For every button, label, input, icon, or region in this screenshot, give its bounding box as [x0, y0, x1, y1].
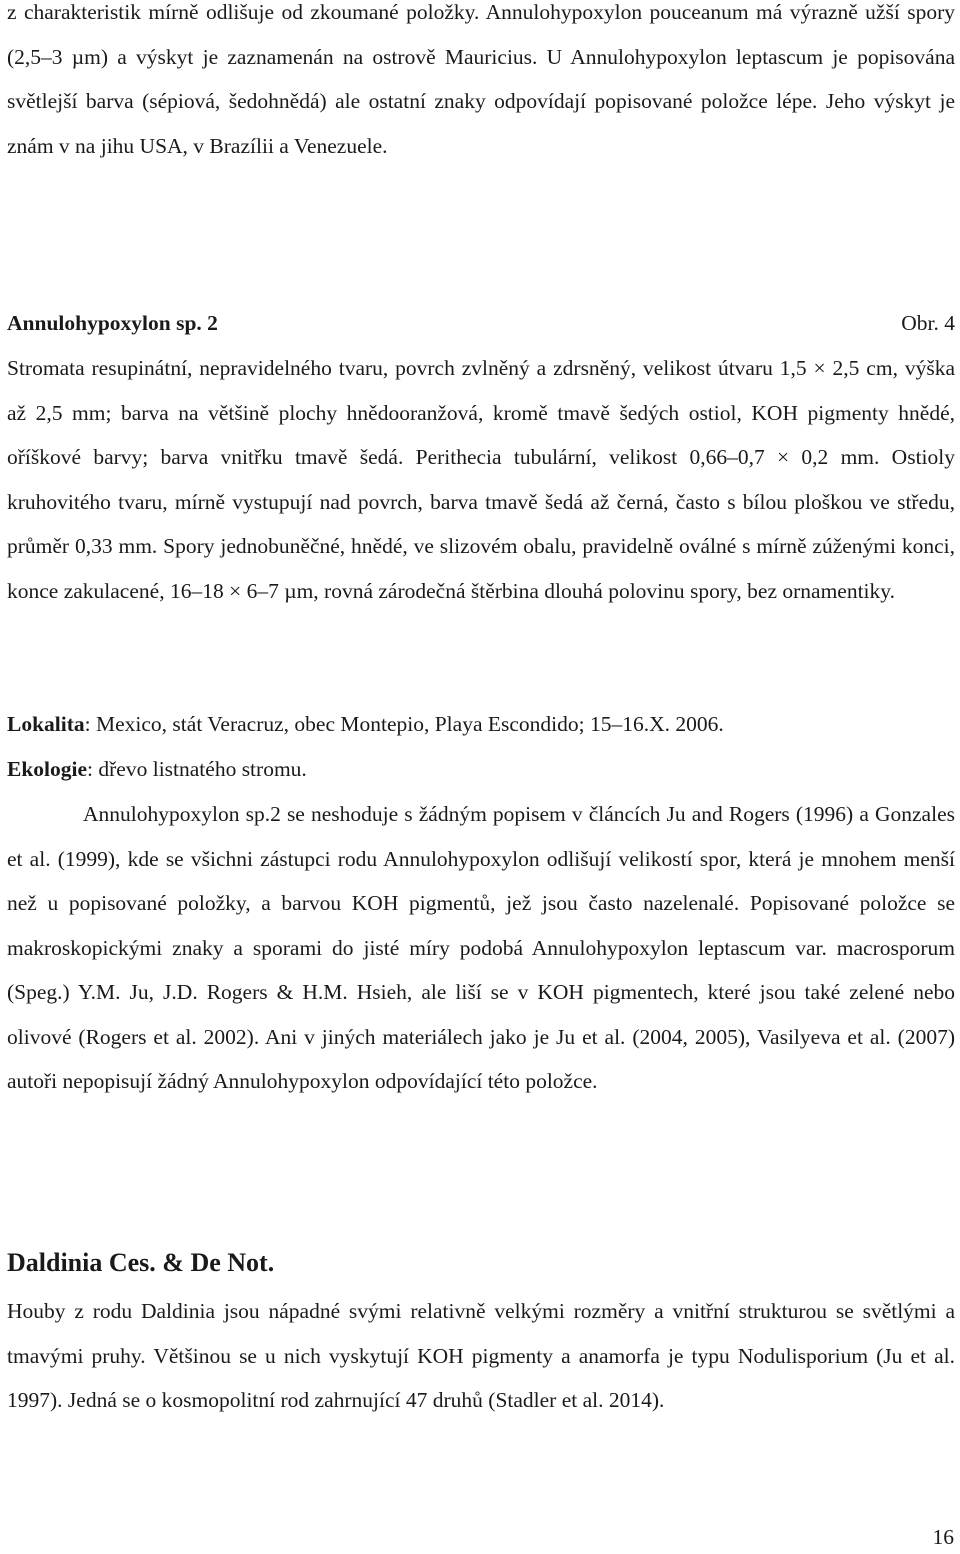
ecology-label: Ekologie: [7, 757, 88, 781]
figure-reference: Obr. 4: [901, 311, 955, 335]
ecology-line: [7, 747, 955, 792]
ecology-text: : dřevo listnatého stromu.: [87, 757, 307, 781]
daldinia-paragraph: Houby z rodu Daldinia jsou nápadné svými relativně velkými rozměry a vnitřní strukturou se světlými a tmavými pruhy. Většinou se u nich vyskytují KOH pigmenty a anamorfa je typu Nodulisporium (Ju et al. 1997). Jedná se o kosmopolitní rod zahrnující 47 druhů (Stadler et al. 2014).: [7, 1299, 955, 1412]
locality-label: Lokalita: [7, 712, 85, 736]
species-description: Stromata resupinátní, nepravidelného tvaru, povrch zvlněný a zdrsněný, velikost útvaru 1,5 × 2,5 cm, výška až 2,5 mm; barva na většině plochy hnědooranžová, kromě tmavě šedých ostiol, KOH pigmenty hnědé, oříškové barvy; barva vnitřku tmavě šedá. Perithecia tubulární, velikost 0,66–0,7 × 0,2 mm. Ostioly kruhovitého tvaru, mírně vystupují nad povrch, barva tmavě šedá až černá, často s bílou ploškou ve středu, průměr 0,33 mm. Spory jednobuněčné, hnědé, ve slizovém obalu, pravidelně oválné s mírně zúženými konci, konce zakulacené, 16–18 × 6–7 µm, rovná zárodečná štěrbina dlouhá polovinu spory, bez ornamentiky.: [7, 356, 955, 603]
species-heading-line: [7, 301, 955, 346]
page-number: 16: [932, 1525, 954, 1549]
species-heading: Annulohypoxylon sp. 2: [7, 311, 218, 335]
intro-paragraph: z charakteristik mírně odlišuje od zkoumané položky. Annulohypoxylon pouceanum má výrazně užší spory (2,5–3 µm) a výskyt je zaznamenán na ostrově Mauricius. U Annulohypoxylon leptascum je popisována světlejší barva (sépiová, šedohnědá) ale ostatní znaky odpovídají popisované položce lépe. Jeho výskyt je znám v na jihu USA, v Brazílii a Venezuele.: [7, 0, 955, 158]
genus-heading: Daldinia Ces. & De Not.: [7, 1248, 275, 1277]
locality-text: : Mexico, stát Veracruz, obec Montepio, Playa Escondido; 15–16.X. 2006.: [84, 712, 724, 736]
locality-line: [7, 702, 955, 747]
comparison-paragraph: Annulohypoxylon sp.2 se neshoduje s žádným popisem v článcích Ju and Rogers (1996) a Gonzales et al. (1999), kde se všichni zástupci rodu Annulohypoxylon odlišují velikostí spor, která je mnohem menší než u popisované položky, a barvou KOH pigmentů, jež jsou často nazelenalé. Popisované položce se makroskopickými znaky a sporami do jisté míry podobá Annulohypoxylon leptascum var. macrosporum (Speg.) Y.M. Ju, J.D. Rogers & H.M. Hsieh, ale liší se v KOH pigmentech, které jsou také zelené nebo olivové (Rogers et al. 2002). Ani v jiných materiálech jako je Ju et al. (2004, 2005), Vasilyeva et al. (2007) autoři nepopisují žádný Annulohypoxylon odpovídající této položce.: [7, 802, 955, 1093]
